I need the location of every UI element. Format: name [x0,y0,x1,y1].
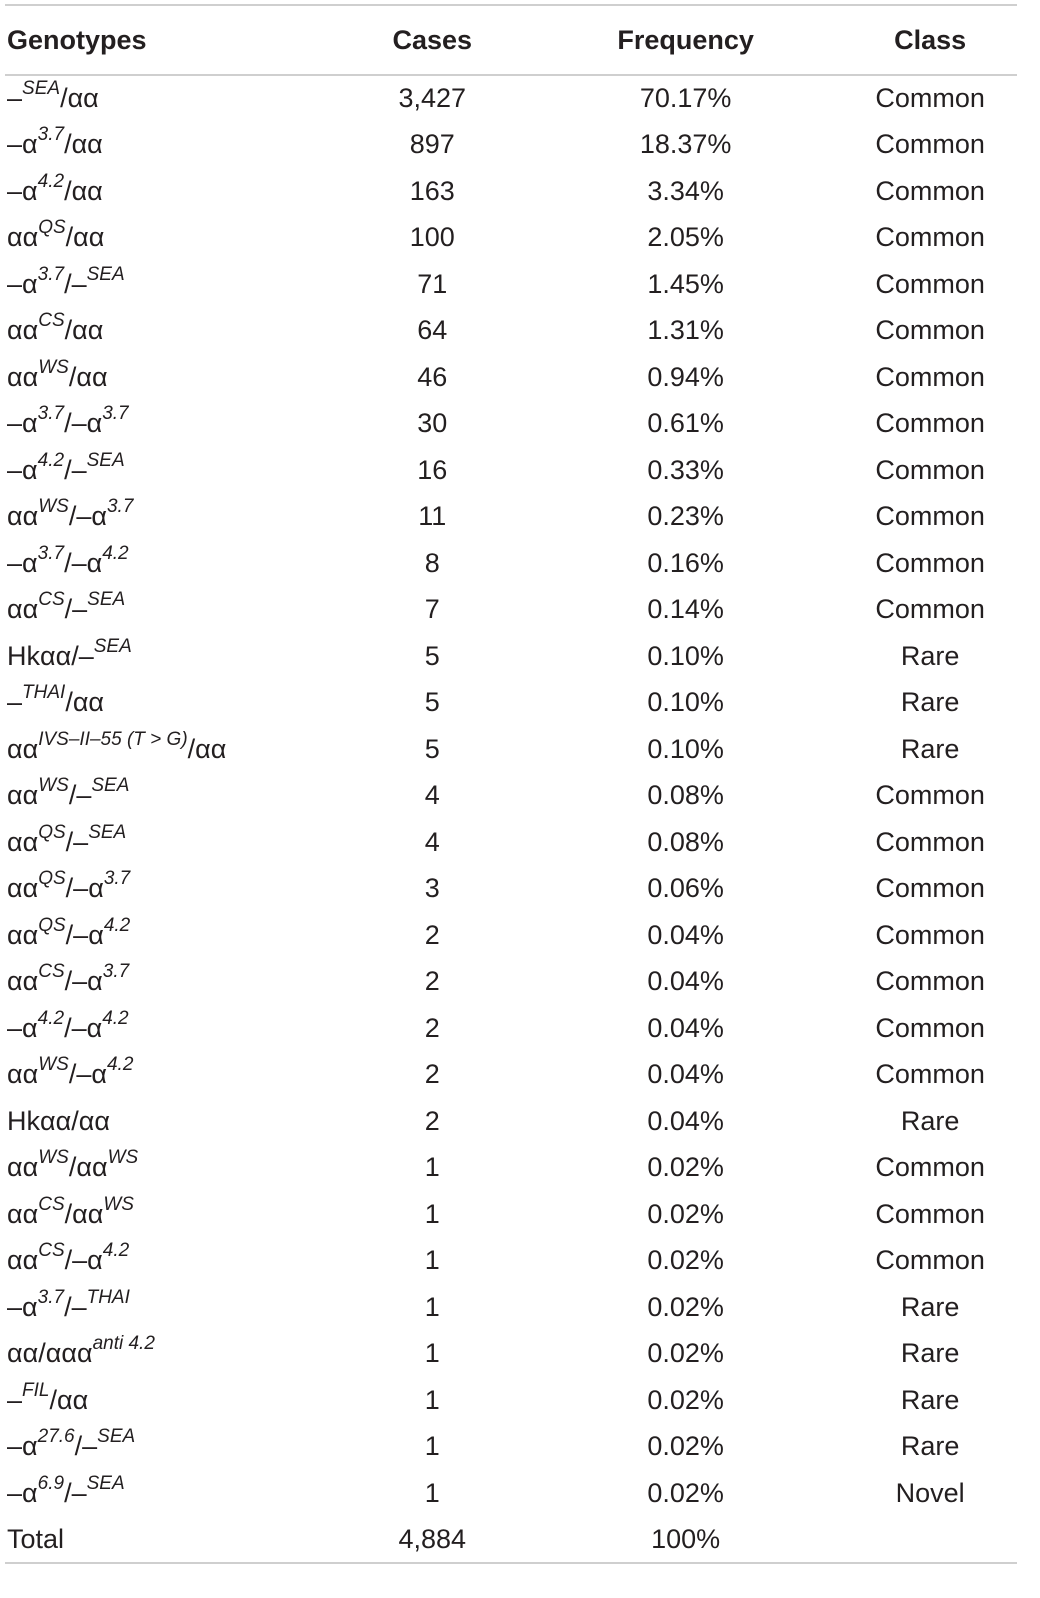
frequency-cell: 0.02% [647,1152,724,1183]
cases-cell: 897 [409,129,455,160]
genotype-text: – [7,687,23,718]
genotype-superscript: SEA [93,635,132,657]
frequency-cell: 0.94% [647,361,724,392]
cases-cell: 2 [424,1059,440,1090]
genotype-text: αα/ααα [7,1338,93,1369]
frequency-cell: 0.23% [647,501,724,532]
genotype-text: /–α [65,919,104,950]
class-cell: Common [875,501,985,532]
genotype-superscript: SEA [86,449,125,471]
genotype-cell [5,1005,337,1052]
genotype-text: /–α [64,547,103,578]
genotype-cell [5,773,337,820]
cases-cell: 1 [424,1338,440,1369]
genotype-text: /αα [49,1384,89,1415]
genotype-text: αα [7,826,39,857]
genotype-cell [5,1145,337,1192]
table-row [5,308,1017,355]
header-row [5,5,1017,75]
class-cell: Rare [900,1105,960,1136]
class-cell: Common [875,966,985,997]
cases-cell: 1 [424,1477,440,1508]
header-genotypes: Genotypes [5,5,337,75]
class-cell: Common [875,919,985,950]
frequency-cell: 0.04% [647,1012,724,1043]
class-cell: Common [875,83,985,114]
table-row [5,866,1017,913]
genotype-superscript: 3.7 [37,403,65,425]
frequency-cell: 18.37% [639,129,732,160]
header-class: Class [843,5,1017,75]
frequency-cell: 2.05% [647,222,724,253]
frequency-cell: 0.04% [647,966,724,997]
genotype-superscript: 3.7 [37,1286,65,1308]
genotype-superscript: WS [38,356,69,378]
genotype-superscript: 4.2 [37,1007,65,1029]
table-row [5,819,1017,866]
cases-cell: 71 [417,268,448,299]
table-row [5,1145,1017,1192]
genotype-superscript: THAI [86,1286,130,1308]
genotype-text: αα [7,733,39,764]
genotype-text: –α [7,408,38,439]
genotype-cell [5,680,337,727]
total-row [5,1517,1017,1564]
genotype-superscript: 4.2 [37,170,65,192]
total-class-empty [843,1517,1017,1564]
genotype-text: αα [7,1245,39,1276]
genotype-superscript: WS [38,1147,69,1169]
genotype-table [5,4,1017,1564]
genotype-text: /αα [68,361,108,392]
genotype-text: αα [7,594,39,625]
table-row [5,1331,1017,1378]
class-cell: Rare [900,1338,960,1369]
genotype-text: αα [7,1198,39,1229]
genotype-text: /–α [64,1245,103,1276]
class-cell: Common [875,315,985,346]
genotype-text: αα [7,315,39,346]
genotype-superscript: 3.7 [102,961,130,983]
cases-cell: 46 [417,361,448,392]
genotype-cell [5,447,337,494]
table-row [5,215,1017,262]
genotype-superscript: 4.2 [102,1007,129,1029]
cases-cell: 64 [417,315,448,346]
table-row [5,587,1017,634]
table-row [5,1284,1017,1331]
class-cell: Rare [900,687,960,718]
table-row [5,633,1017,680]
genotype-superscript: anti 4.2 [92,1333,155,1355]
class-cell: Common [875,129,985,160]
genotype-text: /αα [64,175,103,206]
table-row [5,261,1017,308]
cases-cell: 16 [417,454,448,485]
genotype-text: /αα [65,222,105,253]
cases-cell: 4 [424,826,440,857]
table-row [5,1005,1017,1052]
genotype-superscript: 3.7 [37,263,65,285]
genotype-cell [5,819,337,866]
genotype-cell [5,215,337,262]
frequency-cell: 0.04% [647,1059,724,1090]
frequency-cell: 0.06% [647,873,724,904]
table-row [5,1424,1017,1471]
cases-cell: 1 [424,1152,440,1183]
genotype-cell [5,912,337,959]
frequency-cell: 0.14% [647,594,724,625]
frequency-cell: 1.31% [647,315,724,346]
genotype-superscript: 3.7 [103,868,131,890]
genotype-text: /– [64,268,87,299]
genotype-cell [5,401,337,448]
class-cell: Common [875,361,985,392]
frequency-cell: 0.61% [647,408,724,439]
genotype-superscript: 27.6 [37,1426,75,1448]
class-cell: Common [875,268,985,299]
genotype-text: αα [7,1059,39,1090]
table-row [5,494,1017,541]
cases-cell: 1 [424,1431,440,1462]
genotype-superscript: 4.2 [103,914,131,936]
table-row [5,168,1017,215]
genotype-superscript: 3.7 [106,496,134,518]
cases-cell: 2 [424,919,440,950]
genotype-text: –α [7,454,38,485]
cases-cell: 163 [409,175,455,206]
genotype-superscript: CS [38,310,65,332]
table-row [5,680,1017,727]
genotype-text: αα [7,966,39,997]
genotype-text: /– [65,826,89,857]
genotype-cell [5,587,337,634]
genotype-superscript: FIL [22,1379,50,1401]
table-row [5,1052,1017,1099]
genotype-text: –α [7,268,38,299]
genotype-text: /αα [60,83,99,114]
class-cell: Common [875,1059,985,1090]
genotype-superscript: 4.2 [37,449,65,471]
cases-cell: 3,427 [398,83,467,114]
cases-cell: 11 [418,501,447,532]
table-row [5,354,1017,401]
genotype-cell [5,1191,337,1238]
genotype-text: Hkαα/– [7,640,94,671]
class-cell: Common [875,175,985,206]
genotype-cell [5,168,337,215]
genotype-text: /αα [64,1198,104,1229]
table-row [5,447,1017,494]
genotype-superscript: SEA [86,1472,125,1494]
genotype-text: /– [74,1431,98,1462]
frequency-cell: 3.34% [647,175,724,206]
class-cell: Rare [900,733,960,764]
genotype-text: αα [7,501,39,532]
cases-cell: 2 [424,1012,440,1043]
cases-cell: 5 [424,733,440,764]
genotype-superscript: CS [38,961,65,983]
header-frequency: Frequency [528,5,843,75]
genotype-superscript: CS [38,1240,65,1262]
genotype-superscript: 4.2 [106,1054,134,1076]
genotype-cell [5,1470,337,1517]
frequency-cell: 0.02% [647,1245,724,1276]
class-cell: Rare [900,1384,960,1415]
genotype-text: αα [7,361,39,392]
genotype-text: –α [7,129,38,160]
table-row [5,1470,1017,1517]
genotype-text: αα [7,919,39,950]
genotype-text: /–α [68,1059,107,1090]
header-cases: Cases [337,5,529,75]
class-cell: Rare [900,640,960,671]
table-row [5,1238,1017,1285]
genotype-cell [5,633,337,680]
genotype-text: /αα [187,733,227,764]
table-body [5,75,1017,1563]
genotype-text: αα [7,222,39,253]
cases-cell: 1 [424,1245,440,1276]
frequency-cell: 0.10% [647,687,724,718]
genotype-superscript: 4.2 [102,1240,130,1262]
frequency-cell: 0.04% [647,919,724,950]
genotype-superscript: 3.7 [37,542,65,564]
cases-cell: 100 [409,222,455,253]
table-row [5,1191,1017,1238]
frequency-cell: 0.04% [647,1105,724,1136]
genotype-superscript: WS [107,1147,139,1169]
frequency-cell: 0.33% [647,454,724,485]
class-cell: Common [875,1012,985,1043]
class-cell: Novel [895,1477,965,1508]
genotype-superscript: IVS–II–55 (T > G) [38,728,188,750]
genotype-superscript: SEA [86,263,125,285]
genotype-text: αα [7,873,39,904]
genotype-text: /– [64,1291,87,1322]
genotype-superscript: QS [38,217,66,239]
genotype-text: –α [7,1012,38,1043]
genotype-cell [5,354,337,401]
genotype-cell [5,75,337,122]
class-cell: Common [875,547,985,578]
genotype-cell [5,1377,337,1424]
table-row [5,959,1017,1006]
genotype-text: /– [64,594,88,625]
genotype-cell [5,261,337,308]
genotype-text: /αα [64,315,104,346]
genotype-text: αα [7,1152,39,1183]
genotype-text: /–α [65,873,104,904]
table-row [5,401,1017,448]
class-cell: Common [875,826,985,857]
genotype-cell [5,1424,337,1471]
frequency-cell: 0.02% [647,1384,724,1415]
table-row [5,540,1017,587]
cases-cell: 2 [424,1105,440,1136]
cases-cell: 1 [424,1384,440,1415]
cases-cell: 30 [417,408,448,439]
frequency-cell: 0.02% [647,1477,724,1508]
cases-cell: 4 [424,780,440,811]
genotype-superscript: 6.9 [37,1472,65,1494]
genotype-text: /αα [68,1152,108,1183]
genotype-cell [5,1238,337,1285]
genotype-text: /–α [64,1012,103,1043]
genotype-cell [5,494,337,541]
genotype-superscript: 4.2 [102,542,129,564]
class-cell: Common [875,1198,985,1229]
genotype-cell [5,1331,337,1378]
class-cell: Common [875,222,985,253]
genotype-text: /– [64,1477,87,1508]
class-cell: Common [875,780,985,811]
genotype-superscript: SEA [87,589,126,611]
genotype-superscript: WS [103,1193,134,1215]
genotype-superscript: CS [38,1193,65,1215]
frequency-cell: 70.17% [639,83,732,114]
frequency-cell: 0.02% [647,1431,724,1462]
genotype-cell [5,1052,337,1099]
cases-cell: 7 [424,594,440,625]
cases-cell: 5 [424,640,440,671]
genotype-text: /αα [65,687,105,718]
genotype-cell [5,866,337,913]
genotype-text: – [7,83,23,114]
genotype-text: /– [64,454,87,485]
total-label: Total [5,1517,337,1564]
genotype-text: –α [7,175,38,206]
genotype-text: –α [7,1291,38,1322]
table-row [5,726,1017,773]
genotype-text: /–α [64,966,103,997]
cases-cell: 8 [424,547,440,578]
class-cell: Rare [900,1291,960,1322]
class-cell: Common [875,454,985,485]
genotype-cell [5,540,337,587]
genotype-text: – [7,1384,23,1415]
genotype-cell [5,308,337,355]
genotype-text: /–α [64,408,103,439]
genotype-superscript: SEA [91,775,130,797]
frequency-cell: 0.08% [647,826,724,857]
total-frequency: 100% [528,1517,843,1564]
cases-cell: 1 [424,1198,440,1229]
cases-cell: 2 [424,966,440,997]
frequency-cell: 0.16% [647,547,724,578]
table-row [5,1377,1017,1424]
genotype-superscript: CS [38,589,65,611]
frequency-cell: 0.02% [647,1338,724,1369]
total-cases: 4,884 [337,1517,529,1564]
genotype-text: /–α [68,501,107,532]
class-cell: Common [875,594,985,625]
frequency-cell: 0.10% [647,733,724,764]
frequency-cell: 0.10% [647,640,724,671]
genotype-superscript: 3.7 [102,403,129,425]
genotype-superscript: WS [38,1054,69,1076]
genotype-superscript: SEA [88,821,127,843]
cases-cell: 5 [424,687,440,718]
genotype-superscript: QS [38,821,66,843]
genotype-superscript: SEA [97,1426,136,1448]
table-row [5,773,1017,820]
table-row [5,75,1017,122]
table-row [5,1098,1017,1145]
genotype-superscript: SEA [22,78,61,100]
class-cell: Common [875,873,985,904]
genotype-text: Hkαα/αα [7,1105,110,1136]
frequency-cell: 1.45% [647,268,724,299]
cases-cell: 3 [424,873,440,904]
genotype-cell [5,959,337,1006]
cases-cell: 1 [424,1291,440,1322]
genotype-cell [5,122,337,169]
genotype-text: –α [7,1477,38,1508]
frequency-cell: 0.02% [647,1198,724,1229]
genotype-superscript: WS [38,775,69,797]
genotype-superscript: 3.7 [37,124,65,146]
genotype-superscript: QS [38,868,66,890]
genotype-text: –α [7,1431,38,1462]
class-cell: Rare [900,1431,960,1462]
genotype-cell [5,726,337,773]
genotype-superscript: QS [38,914,66,936]
genotype-text: /αα [64,129,103,160]
genotype-text: αα [7,780,39,811]
genotype-superscript: WS [38,496,69,518]
genotype-cell [5,1098,337,1145]
class-cell: Common [875,1152,985,1183]
frequency-cell: 0.08% [647,780,724,811]
genotype-text: –α [7,547,38,578]
class-cell: Common [875,1245,985,1276]
table-row [5,122,1017,169]
genotype-superscript: THAI [22,682,66,704]
table-row [5,912,1017,959]
frequency-cell: 0.02% [647,1291,724,1322]
genotype-text: /– [68,780,92,811]
genotype-cell [5,1284,337,1331]
class-cell: Common [875,408,985,439]
